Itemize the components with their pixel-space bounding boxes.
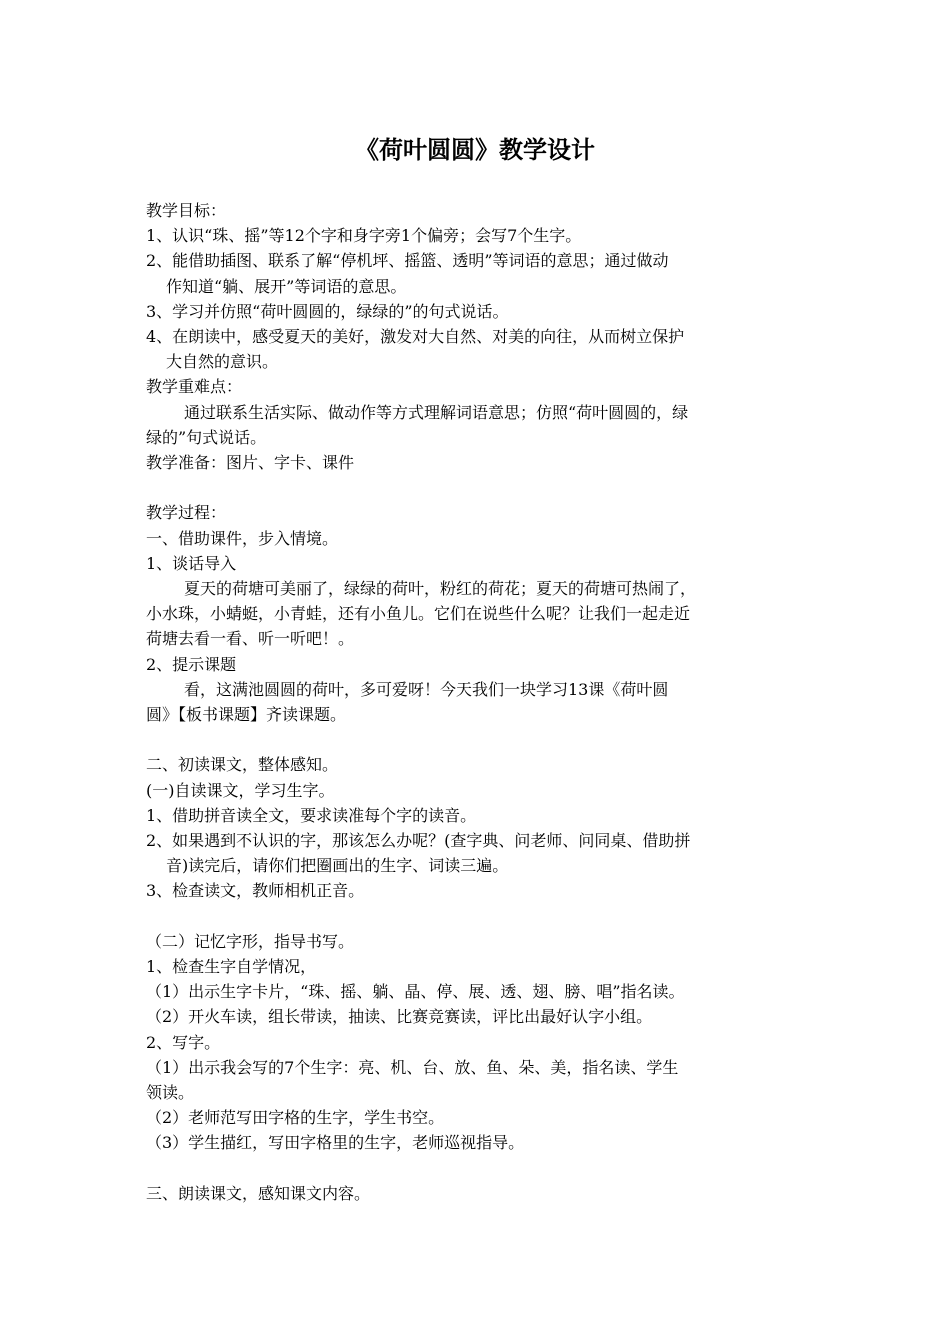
text-line: 4、在朗读中，感受夏天的美好，激发对大自然、对美的向往，从而树立保护	[146, 327, 685, 347]
blank-line	[146, 475, 806, 500]
text-line: 教学准备：图片、字卡、课件	[146, 453, 355, 473]
text-line: 1、认识“珠、摇”等12个字和身字旁1个偏旁；会写7个生字。	[146, 226, 582, 246]
text-line: 荷塘去看一看、听一听吧！。	[146, 629, 355, 649]
document-title: 《荷叶圆圆》教学设计	[355, 136, 595, 164]
text-line: （1）出示我会写的7个生字：亮、机、台、放、鱼、朵、美，指名读、学生	[146, 1057, 679, 1077]
text-line: 作知道“躺、展开”等词语的意思。	[166, 276, 407, 296]
text-line: 2、能借助插图、联系了解“停机坪、摇篮、透明”等词语的意思；通过做动	[146, 251, 669, 271]
document-body	[146, 198, 806, 1206]
text-line: （2）开火车读，组长带读，抽读、比赛竞赛读，评比出最好认字小组。	[146, 1007, 653, 1027]
text-line: 看，这满池圆圆的荷叶，多可爱呀！今天我们一块学习13课《荷叶圆	[184, 679, 669, 699]
text-line: 夏天的荷塘可美丽了，绿绿的荷叶，粉红的荷花；夏天的荷塘可热闹了，	[184, 579, 697, 599]
blank-line	[146, 727, 806, 752]
text-line: 2、如果遇到不认识的字，那该怎么办呢？(查字典、问老师、问同桌、借助拼	[146, 831, 691, 851]
text-line: 教学重难点：	[146, 377, 243, 397]
blank-line	[146, 1156, 806, 1181]
text-line: 一、借助课件，步入情境。	[146, 528, 339, 548]
text-line: 三、朗读课文，感知课文内容。	[146, 1183, 371, 1203]
text-line: 1、借助拼音读全文，要求读准每个字的读音。	[146, 805, 477, 825]
text-line: 二、初读课文，整体感知。	[146, 755, 339, 775]
text-line: 1、检查生字自学情况，	[146, 957, 317, 977]
text-line: （1）出示生字卡片，“珠、摇、躺、晶、停、展、透、翅、膀、唱”指名读。	[146, 982, 685, 1002]
text-line: 领读。	[146, 1083, 195, 1103]
text-line: 2、提示课题	[146, 654, 237, 674]
text-line: 音)读完后，请你们把圈画出的生字、词读三遍。	[166, 856, 509, 876]
text-line: 1、谈话导入	[146, 553, 237, 573]
text-line: 2、写字。	[146, 1032, 221, 1052]
text-line: 3、检查读文，教师相机正音。	[146, 881, 365, 901]
text-line: 大自然的意识。	[166, 352, 279, 372]
text-line: （二）记忆字形，指导书写。	[146, 931, 355, 951]
text-line: 圆》【板书课题】齐读课题。	[146, 705, 347, 725]
text-line: 小水珠，小蜻蜓，小青蛙，还有小鱼儿。它们在说些什么呢？让我们一起走近	[146, 604, 691, 624]
text-line: (一)自读课文，学习生字。	[146, 780, 335, 800]
text-line: 教学目标：	[146, 201, 227, 220]
text-line: （2）老师范写田字格的生字，学生书空。	[146, 1108, 445, 1128]
text-line: 绿的”句式说话。	[146, 427, 267, 447]
blank-line	[146, 904, 806, 929]
text-line: 通过联系生活实际、做动作等方式理解词语意思；仿照“荷叶圆圆的，绿	[184, 402, 689, 422]
text-line: 教学过程：	[146, 503, 227, 523]
text-line: （3）学生描红，写田字格里的生字，老师巡视指导。	[146, 1133, 525, 1153]
text-line: 3、学习并仿照“荷叶圆圆的，绿绿的”的句式说话。	[146, 301, 509, 321]
